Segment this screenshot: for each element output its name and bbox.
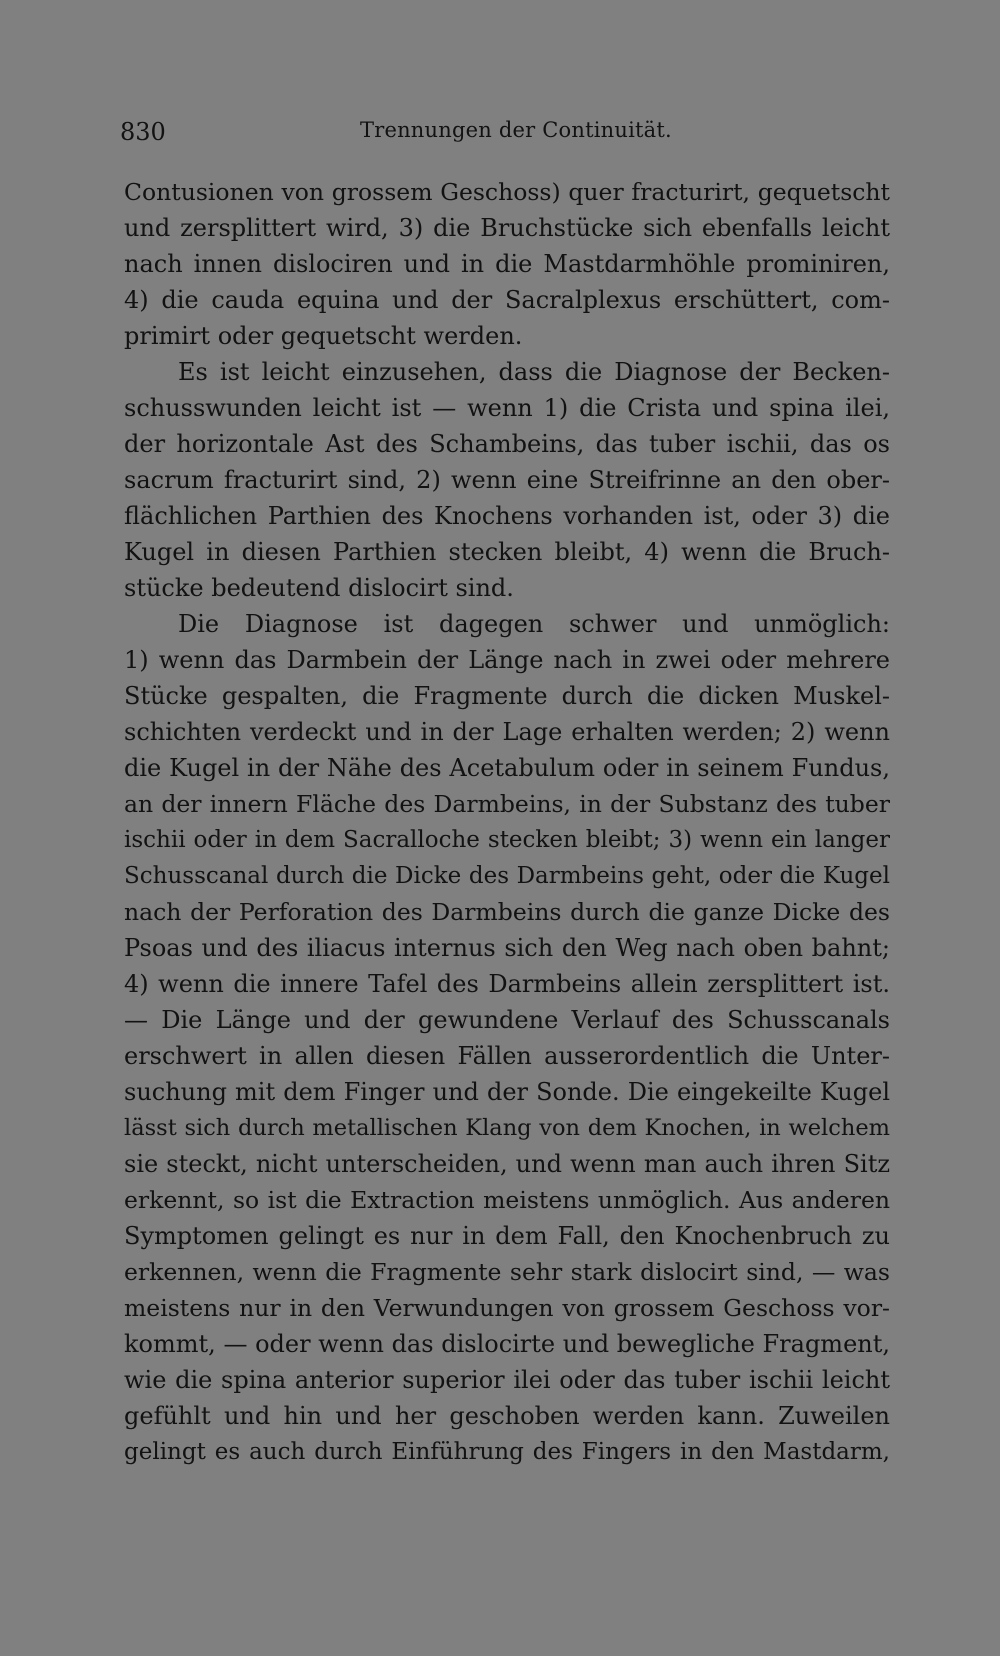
text-line: flächlichen Parthien des Knochens vorhanden ist, oder 3) die [124, 502, 890, 530]
text-line: Contusionen von grossem Geschoss) quer fracturirt, gequetscht [124, 178, 890, 206]
text-line: erkennt, so ist die Extraction meistens unmöglich. Aus anderen [124, 1186, 890, 1214]
text-line: sacrum fracturirt sind, 2) wenn eine Streifrinne an den ober- [124, 466, 890, 494]
text-line: und zersplittert wird, 3) die Bruchstücke sich ebenfalls leicht [124, 214, 890, 242]
text-line: Symptomen gelingt es nur in dem Fall, den Knochenbruch zu [124, 1222, 890, 1250]
text-line: wie die spina anterior superior ilei oder das tuber ischii leicht [124, 1366, 890, 1394]
text-line: Psoas und des iliacus internus sich den Weg nach oben bahnt; [124, 934, 890, 962]
page-number: 830 [120, 118, 166, 146]
text-line: die Kugel in der Nähe des Acetabulum oder in seinem Fundus, [124, 754, 890, 782]
text-line: nach der Perforation des Darmbeins durch die ganze Dicke des [124, 898, 890, 926]
text-line: meistens nur in den Verwundungen von grossem Geschoss vor- [124, 1294, 890, 1322]
text-line: stücke bedeutend dislocirt sind. [124, 574, 514, 602]
text-line: Stücke gespalten, die Fragmente durch die dicken Muskel- [124, 682, 890, 710]
text-line: lässt sich durch metallischen Klang von dem Knochen, in welchem [124, 1115, 890, 1141]
page-header [120, 118, 890, 152]
text-line: schusswunden leicht ist — wenn 1) die Crista und spina ilei, [124, 394, 890, 422]
text-line: ischii oder in dem Sacralloche stecken bleibt; 3) wenn ein langer [124, 827, 890, 853]
text-line: 1) wenn das Darmbein der Länge nach in zwei oder mehrere [124, 646, 890, 674]
text-line: erschwert in allen diesen Fällen ausserordentlich die Unter- [124, 1042, 890, 1070]
text-line: 4) die cauda equina und der Sacralplexus erschüttert, com- [124, 286, 890, 314]
text-line: Die Diagnose ist dagegen schwer und unmöglich: [178, 610, 890, 638]
text-line: an der innern Fläche des Darmbeins, in der Substanz des tuber [124, 790, 890, 818]
text-line: Es ist leicht einzusehen, dass die Diagnose der Becken- [178, 358, 890, 386]
text-line: Schusscanal durch die Dicke des Darmbeins geht, oder die Kugel [124, 863, 890, 889]
text-line: erkennen, wenn die Fragmente sehr stark dislocirt sind, — was [124, 1258, 890, 1286]
text-line: kommt, — oder wenn das dislocirte und bewegliche Fragment, [124, 1330, 890, 1358]
text-line: primirt oder gequetscht werden. [124, 322, 523, 350]
text-line: der horizontale Ast des Schambeins, das tuber ischii, das os [124, 430, 890, 458]
text-line: Kugel in diesen Parthien stecken bleibt, 4) wenn die Bruch- [124, 538, 890, 566]
running-title: Trennungen der Continuität. [360, 118, 672, 142]
text-line: suchung mit dem Finger und der Sonde. Die eingekeilte Kugel [124, 1078, 890, 1106]
text-line: gefühlt und hin und her geschoben werden kann. Zuweilen [124, 1402, 890, 1430]
text-line: nach innen dislociren und in die Mastdarmhöhle prominiren, [124, 250, 890, 278]
text-line: 4) wenn die innere Tafel des Darmbeins allein zersplittert ist. [124, 970, 890, 998]
body-text [124, 174, 890, 1470]
text-line: schichten verdeckt und in der Lage erhalten werden; 2) wenn [124, 718, 890, 746]
text-line: — Die Länge und der gewundene Verlauf des Schusscanals [124, 1006, 890, 1034]
text-line: gelingt es auch durch Einführung des Fingers in den Mastdarm, [124, 1439, 890, 1465]
text-line: sie steckt, nicht unterscheiden, und wenn man auch ihren Sitz [124, 1150, 890, 1178]
